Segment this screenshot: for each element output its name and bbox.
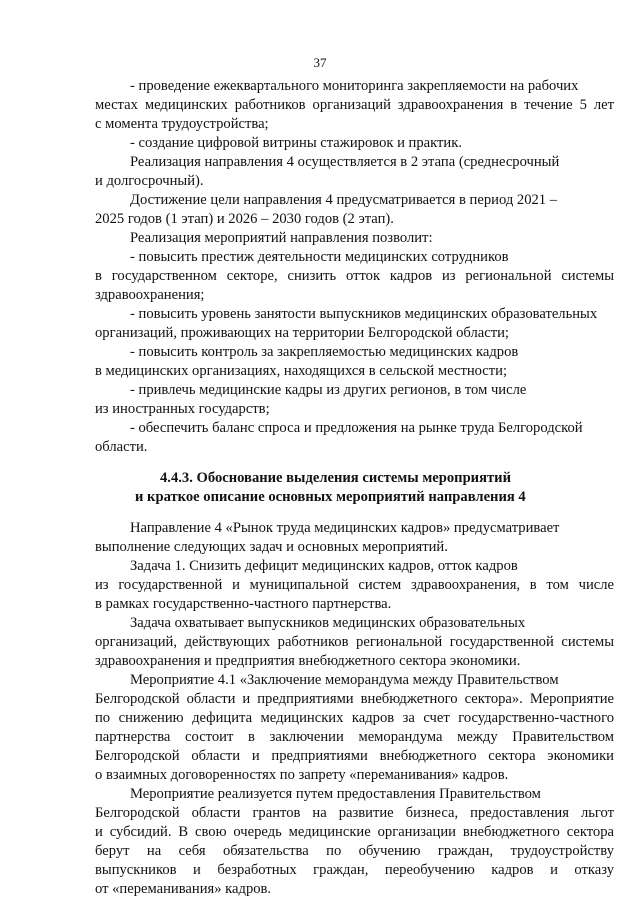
text-line: области.	[95, 439, 148, 455]
text-line: - проведение ежеквартального мониторинга закрепляемости на рабочих	[130, 78, 579, 94]
text-line: Направление 4 «Рынок труда медицинских кадров» предусматривает	[130, 520, 560, 536]
text-line: и субсидий. В свою очередь медицинские организации внебюджетного сектора	[95, 824, 614, 840]
text-line: Достижение цели направления 4 предусматривается в период 2021 –	[130, 192, 558, 208]
text-line: - повысить престиж деятельности медицинских сотрудников	[130, 249, 509, 265]
section-heading: 4.4.3. Обоснование выделения системы мероприятий	[160, 470, 511, 486]
text-line: 2025 годов (1 этап) и 2026 – 2030 годов (2 этап).	[95, 211, 394, 227]
text-line: берут на себя обязательства по обучению граждан, трудоустройству	[95, 843, 614, 859]
text-line: в рамках государственно-частного партнерства.	[95, 596, 392, 612]
text-line: партнерства состоит в заключении меморандума между Правительством	[95, 729, 614, 745]
text-line: выпускников и безработных граждан, переобучению кадров и отказу	[95, 862, 614, 878]
text-line: о взаимных договоренностях по запрету «переманивания» кадров.	[95, 767, 509, 783]
text-line: - привлечь медицинские кадры из других регионов, в том числе	[130, 382, 527, 398]
text-line: Белгородской области грантов на развитие бизнеса, предоставления льгот	[95, 805, 614, 821]
text-line: с момента трудоустройства;	[95, 116, 269, 132]
text-line: - создание цифровой витрины стажировок и практик.	[130, 135, 462, 151]
text-line: организаций, проживающих на территории Белгородской области;	[95, 325, 509, 341]
text-line: Белгородской области и предприятиями внебюджетного сектора». Мероприятие	[95, 691, 614, 707]
text-line: Задача охватывает выпускников медицинских образовательных	[130, 615, 526, 631]
text-line: в государственном секторе, снизить отток кадров из региональной системы	[95, 268, 614, 284]
text-line: выполнение следующих задач и основных мероприятий.	[95, 539, 448, 555]
section-heading: и краткое описание основных мероприятий направления 4	[135, 489, 526, 505]
text-line: Реализация направления 4 осуществляется в 2 этапа (среднесрочный	[130, 154, 560, 170]
text-line: из государственной и муниципальной систем здравоохранения, в том числе	[95, 577, 614, 593]
text-line: Мероприятие 4.1 «Заключение меморандума между Правительством	[130, 672, 559, 688]
text-line: и долгосрочный).	[95, 173, 204, 189]
text-line: Задача 1. Снизить дефицит медицинских кадров, отток кадров	[130, 558, 518, 574]
text-line: из иностранных государств;	[95, 401, 270, 417]
page-number: 37	[313, 55, 327, 70]
text-line: Мероприятие реализуется путем предоставления Правительством	[130, 786, 541, 802]
text-line: организаций, действующих работников региональной государственной системы	[95, 634, 614, 650]
text-line: Белгородской области и предприятиями внебюджетного сектора экономики	[95, 748, 614, 764]
text-line: в медицинских организациях, находящихся в сельской местности;	[95, 363, 508, 379]
text-line: здравоохранения и предприятия внебюджетного сектора экономики.	[95, 653, 521, 669]
text-line: здравоохранения;	[95, 287, 205, 303]
text-line: по снижению дефицита медицинских кадров за счет государственно-частного	[95, 710, 614, 726]
text-line: - повысить уровень занятости выпускников медицинских образовательных	[130, 306, 598, 322]
text-line: от «переманивания» кадров.	[95, 881, 272, 897]
text-line: - обеспечить баланс спроса и предложения на рынке труда Белгородской	[130, 420, 583, 436]
text-line: Реализация мероприятий направления позволит:	[130, 230, 433, 246]
text-line: местах медицинских работников организаций здравоохранения в течение 5 лет	[95, 97, 614, 113]
text-line: - повысить контроль за закрепляемостью медицинских кадров	[130, 344, 519, 360]
